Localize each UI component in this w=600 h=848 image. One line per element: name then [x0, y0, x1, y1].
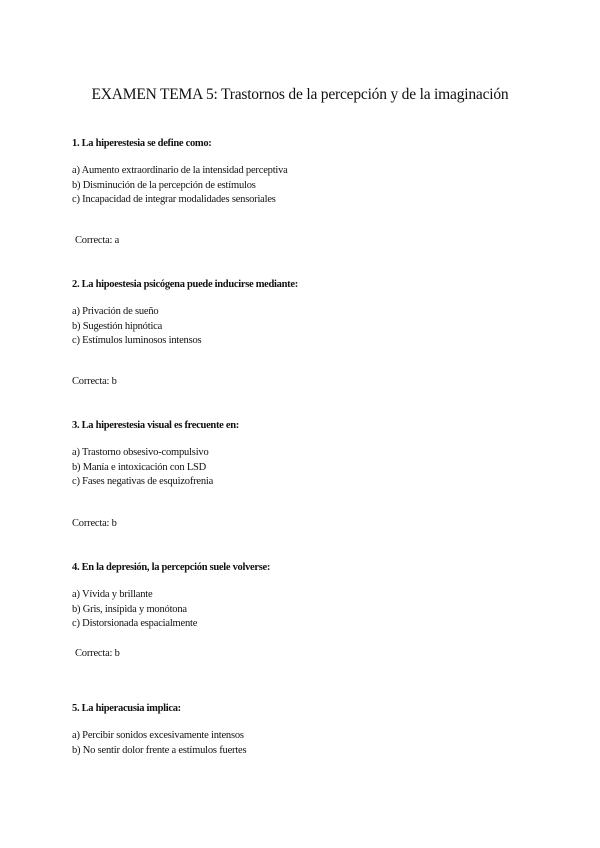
option-a: a) Aumento extraordinario de la intensidad perceptiva: [72, 165, 288, 176]
options-list: [72, 305, 542, 349]
question-3: [72, 420, 542, 490]
option-b: b) No sentir dolor frente a estímulos fuertes: [72, 744, 247, 756]
option-c: c) Distorsionada espacialmente: [72, 618, 198, 629]
options-list: [72, 588, 542, 632]
answer-1: Correcta: a: [75, 235, 120, 246]
question-heading: 3. La hiperestesia visual es frecuente en:: [72, 420, 239, 431]
options-list: [72, 446, 542, 490]
option-a: a) Trastorno obsesivo-compulsivo: [72, 447, 209, 458]
option-b: b) Manía e intoxicación con LSD: [72, 461, 207, 473]
option-b: b) Sugestión hipnótica: [72, 320, 163, 332]
option-c: c) Fases negativas de esquizofrenia: [72, 476, 214, 487]
exam-title: EXAMEN TEMA 5: Trastornos de la percepción y de la imaginación: [91, 86, 509, 103]
question-4: [72, 562, 542, 632]
question-heading: 4. En la depresión, la percepción suele volverse:: [72, 562, 271, 573]
question-1: [72, 138, 542, 208]
question-2: [72, 279, 542, 349]
answer-2: Correcta: b: [72, 376, 117, 387]
option-a: a) Percibir sonidos excesivamente intensos: [72, 730, 244, 741]
question-heading: 5. La hiperacusia implica:: [72, 703, 181, 714]
options-list: [72, 729, 542, 758]
option-c: c) Estímulos luminosos intensos: [72, 335, 202, 346]
option-b: b) Gris, insípida y monótona: [72, 603, 187, 615]
option-a: a) Privación de sueño: [72, 306, 159, 317]
answer-3: Correcta: b: [72, 518, 117, 529]
options-list: [72, 164, 542, 208]
option-c: c) Incapacidad de integrar modalidades sensoriales: [72, 194, 276, 205]
option-a: a) Vívida y brillante: [72, 589, 153, 600]
question-heading: 2. La hipoestesia psicógena puede inducirse mediante:: [72, 279, 298, 290]
question-heading: 1. La hiperestesia se define como:: [72, 138, 212, 149]
answer-4: Correcta: b: [75, 648, 120, 659]
question-5: [72, 703, 542, 758]
option-b: b) Disminución de la percepción de estímulos: [72, 179, 256, 191]
